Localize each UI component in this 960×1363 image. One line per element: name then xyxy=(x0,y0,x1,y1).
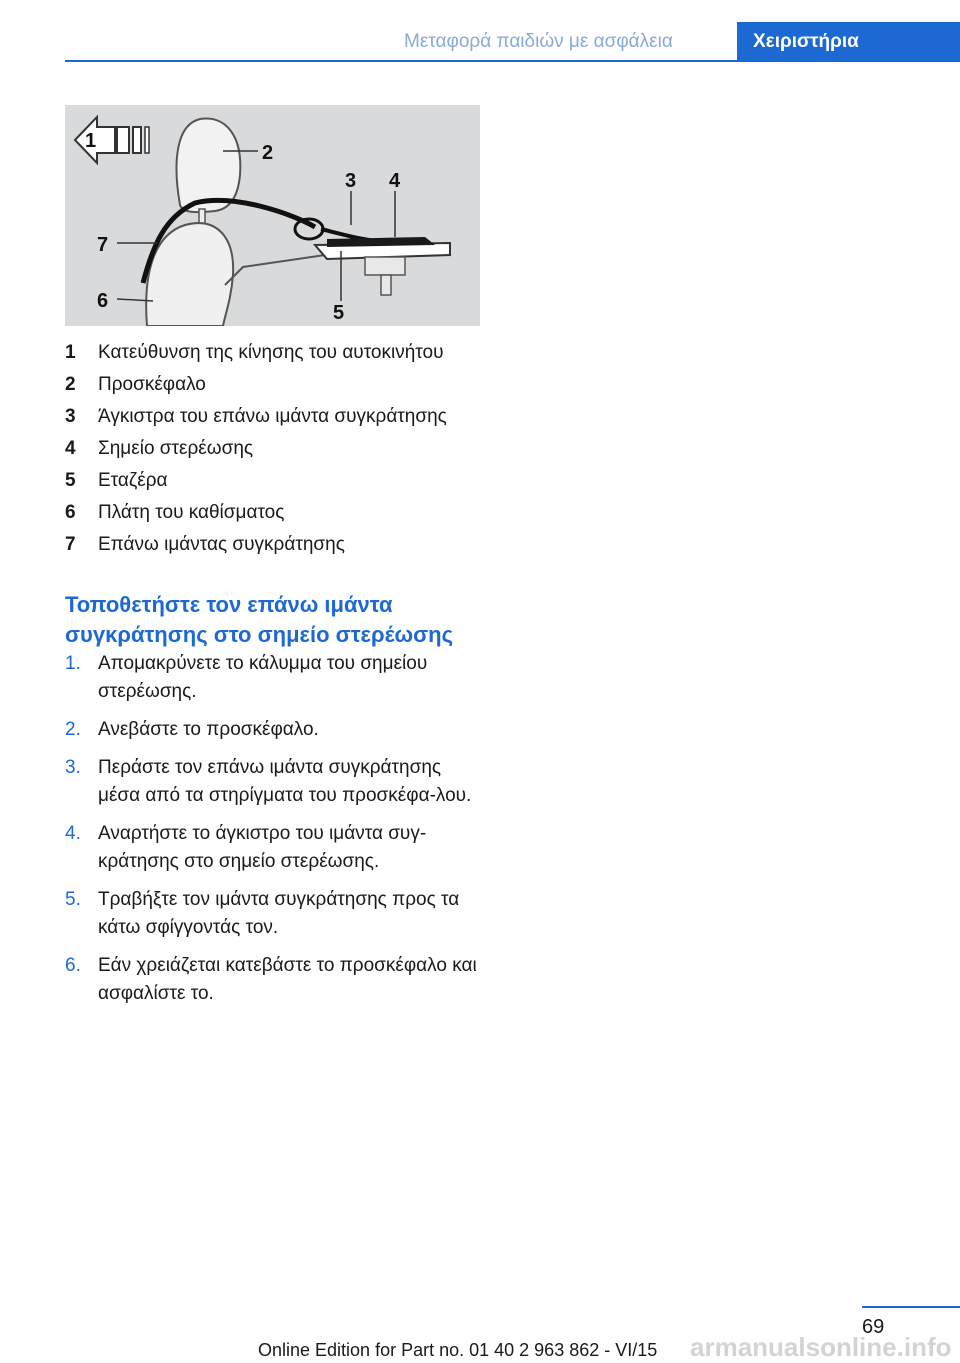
footer-edition-text: Online Edition for Part no. 01 40 2 963 862 - VI/15 xyxy=(258,1340,658,1360)
header-section-title: Μεταφορά παιδιών με ασφάλεια xyxy=(404,31,673,52)
arrow-bar-2 xyxy=(133,127,141,153)
step-text: Ανεβάστε το προσκέφαλο. xyxy=(98,719,319,740)
callout-6: 6 xyxy=(97,290,109,312)
legend-number: 7 xyxy=(65,534,76,555)
legend-number: 5 xyxy=(65,470,76,491)
illustration-svg xyxy=(65,105,480,326)
legend-number: 1 xyxy=(65,342,76,363)
legend-item xyxy=(65,433,485,465)
arrow-bar-3 xyxy=(145,127,149,153)
headrest-shape xyxy=(177,118,241,212)
figure-legend xyxy=(65,337,485,561)
legend-item xyxy=(65,369,485,401)
legend-text: Άγκιστρα του επάνω ιμάντα συγκράτησης xyxy=(98,406,447,427)
anchor-bolt xyxy=(381,275,391,295)
step-number: 4. xyxy=(65,823,81,844)
legend-item xyxy=(65,401,485,433)
step-text: Περάστε τον επάνω ιμάντα συγκράτησης μέσα από τα στηρίγματα του προσκέφα‐λου. xyxy=(98,757,472,806)
legend-text: Προσκέφαλο xyxy=(98,374,206,395)
step-number: 1. xyxy=(65,653,81,674)
step-item xyxy=(65,952,485,1008)
step-text: Τραβήξτε τον ιμάντα συγκράτησης προς τα κάτω σφίγγοντάς τον. xyxy=(98,889,460,938)
step-item xyxy=(65,886,485,942)
step-text: Εάν χρειάζεται κατεβάστε το προσκέφαλο και ασφαλίστε το. xyxy=(98,955,477,1004)
step-number: 3. xyxy=(65,757,81,778)
instruction-steps xyxy=(65,650,485,1018)
callout-1: 1 xyxy=(85,130,97,152)
legend-item xyxy=(65,497,485,529)
watermark: armanualsonline.info xyxy=(690,1332,952,1362)
legend-text: Εταζέρα xyxy=(98,470,168,491)
callout-2: 2 xyxy=(262,142,274,164)
step-item xyxy=(65,716,485,744)
legend-text: Πλάτη του καθίσματος xyxy=(98,502,285,523)
step-item xyxy=(65,754,485,810)
legend-text: Σημείο στερέωσης xyxy=(98,438,254,459)
step-number: 2. xyxy=(65,719,81,740)
legend-item xyxy=(65,465,485,497)
legend-number: 3 xyxy=(65,406,76,427)
callout-4: 4 xyxy=(389,170,401,192)
arrow-bar-1 xyxy=(117,127,129,153)
callout-7: 7 xyxy=(97,234,109,256)
callout-3: 3 xyxy=(345,170,357,192)
footer-rule xyxy=(862,1306,960,1308)
header-chapter-tab: Χειριστήρια xyxy=(737,22,960,62)
step-number: 5. xyxy=(65,889,81,910)
legend-text: Επάνω ιμάντας συγκράτησης xyxy=(98,534,345,555)
legend-number: 6 xyxy=(65,502,76,523)
section-heading: Τοποθετήστε τον επάνω ιμάντα συγκράτησης στο σημείο στερέωσης xyxy=(65,592,454,647)
legend-number: 2 xyxy=(65,374,76,395)
callout-5: 5 xyxy=(333,302,345,324)
legend-item xyxy=(65,337,485,369)
legend-number: 4 xyxy=(65,438,76,459)
page-number: 69 xyxy=(862,1316,885,1338)
legend-text: Κατεύθυνση της κίνησης του αυτοκινήτου xyxy=(98,342,444,363)
anchor-bracket xyxy=(365,257,405,275)
step-item xyxy=(65,650,485,706)
legend-item xyxy=(65,529,485,561)
step-item xyxy=(65,820,485,876)
step-number: 6. xyxy=(65,955,81,976)
step-text: Απομακρύνετε το κάλυμμα του σημείου στερέωσης. xyxy=(98,653,428,702)
step-text: Αναρτήστε το άγκιστρο του ιμάντα συγ‐κράτησης στο σημείο στερέωσης. xyxy=(98,823,427,872)
headrestraint-tether-illustration xyxy=(65,105,480,326)
